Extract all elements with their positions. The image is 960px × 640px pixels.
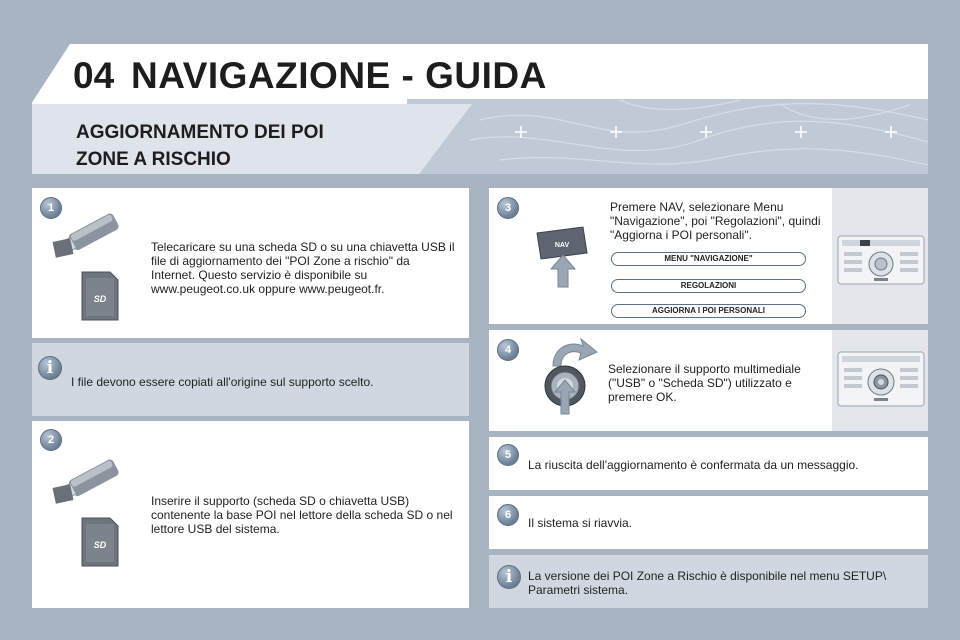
step-3-badge: 3 (497, 197, 519, 219)
info-1-icon: i (38, 356, 62, 380)
step-1-badge: 1 (40, 197, 62, 219)
svg-text:SD: SD (93, 540, 107, 550)
step-5-badge: 5 (497, 444, 519, 466)
menu-regolazioni-item[interactable]: REGOLAZIONI (611, 279, 806, 293)
nav-button-icon (533, 225, 593, 295)
step-1-text: Telecaricare su una scheda SD o su una chiavetta USB il file di aggiornamento dei "POI Zone a rischio" da Internet. Questo servizio è disponibile su www.peugeot.co.uk oppure www.peugeot.fr. (151, 240, 455, 296)
info-2-text: La versione dei POI Zone a Rischio è disponibile nel menu SETUP\ Parametri sistema. (528, 569, 887, 597)
step-3-text: Premere NAV, selezionare Menu "Navigazione", poi "Regolazioni", quindi "Aggiorna i POI personali". (610, 200, 821, 242)
section-title (76, 119, 324, 173)
radio-unit-icon (836, 228, 926, 288)
step-6-text: Il sistema si riavvia. (528, 516, 633, 530)
step-4-badge: 4 (497, 339, 519, 361)
info-2-icon: i (497, 565, 521, 589)
chapter-title: NAVIGAZIONE - GUIDA (131, 55, 547, 96)
usb-stick-icon (52, 210, 132, 260)
sd-card-icon (80, 270, 120, 322)
step-6-badge: 6 (497, 504, 519, 526)
usb-stick-icon-2 (52, 456, 132, 506)
step-2-badge: 2 (40, 429, 62, 451)
rotary-knob-icon (535, 336, 605, 421)
section-title-line1: AGGIORNAMENTO DEI POI (76, 122, 324, 143)
info-1-text: I file devono essere copiati all'origine sul supporto scelto. (71, 375, 374, 389)
radio-unit-icon-2 (836, 350, 926, 410)
step-5-text: La riuscita dell'aggiornamento è confermata da un messaggio. (528, 458, 859, 472)
svg-text:SD: SD (93, 294, 107, 304)
section-title-line2: ZONE A RISCHIO (76, 149, 231, 170)
sd-card-icon-2 (80, 516, 120, 568)
topographic-map-decoration (407, 99, 928, 174)
chapter-number: 04 (73, 55, 115, 96)
menu-aggiorna-poi-item[interactable]: AGGIORNA I POI PERSONALI (611, 304, 806, 318)
menu-navigazione-item[interactable]: MENU "NAVIGAZIONE" (611, 252, 806, 266)
step-4-text: Selezionare il supporto multimediale ("USB" o "Scheda SD") utilizzato e premere OK. (608, 362, 801, 404)
nav-key-label: NAV (554, 242, 570, 249)
step-2-text: Inserire il supporto (scheda SD o chiavetta USB) contenente la base POI nel lettore della scheda SD o nel lettore USB del sistema. (151, 494, 453, 536)
